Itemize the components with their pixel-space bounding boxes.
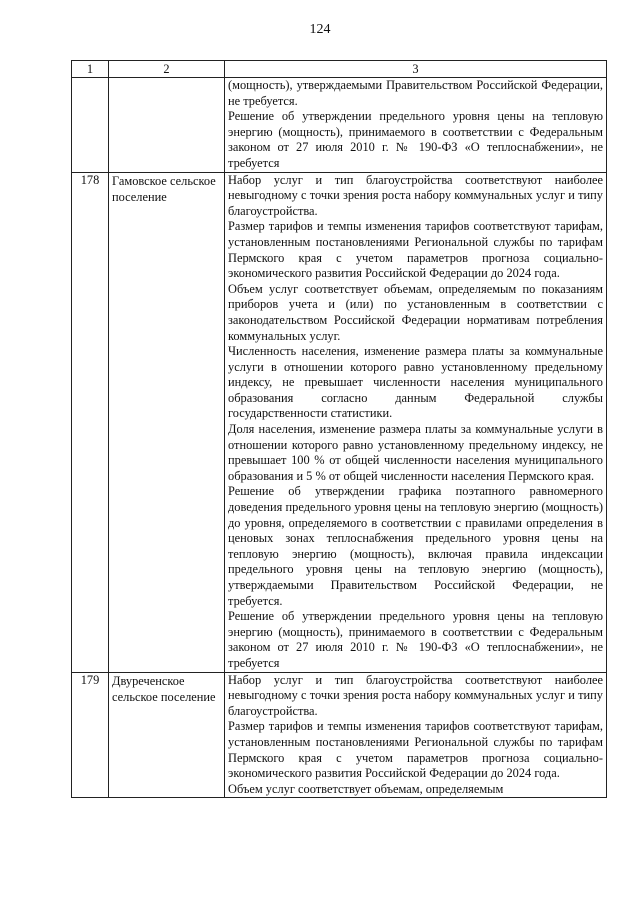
paragraph: Набор услуг и тип благоустройства соответствуют наиболее невыгодному с точки зрения роста набору коммунальных услуг и типу благоустройства. bbox=[228, 172, 603, 218]
paragraph: Решение об утверждении графика поэтапного равномерного доведения предельного уровня цены на тепловую энергию (мощность) до уровня, определяемого в соответствии с правилами определения в ценовых зонах теплоснабжения предельного уровня цены на тепловую энергию (мощность), включая правила индексации предельного уровня цены на тепловую энергию (мощность), утверждаемыми Правительством Российской Федерации, не требуется. bbox=[228, 484, 603, 608]
paragraph: Размер тарифов и темпы изменения тарифов соответствуют тарифам, установленным постановлениями Региональной службы по тарифам Пермского края с учетом параметров прогноза социально-экономического развития Российской Федерации до 2024 года. bbox=[228, 719, 603, 781]
paragraph: Решение об утверждении предельного уровня цены на тепловую энергию (мощность), принимаемого в соответствии с Федеральным законом от 27 июля 2010 г. № 190-ФЗ «О теплоснабжении», не требуется bbox=[228, 609, 603, 670]
table-row bbox=[72, 172, 607, 672]
paragraph: Решение об утверждении предельного уровня цены на тепловую энергию (мощность), принимаемого в соответствии с Федеральным законом от 27 июля 2010 г. № 190-ФЗ «О теплоснабжении», не требуется bbox=[228, 109, 603, 170]
settlement-name bbox=[109, 78, 225, 173]
column-header: 1 bbox=[72, 61, 109, 78]
row-number: 179 bbox=[72, 672, 109, 798]
paragraph: (мощность), утверждаемыми Правительством Российской Федерации, не требуется. bbox=[228, 78, 603, 108]
conditions-cell bbox=[225, 78, 607, 173]
paragraph: Объем услуг соответствует объемам, определяемым по показаниям приборов учета и (или) по установленным в соответствии с законодательством Российской Федерации нормативам потребления коммунальных услуг. bbox=[228, 281, 603, 343]
conditions-cell bbox=[225, 172, 607, 672]
paragraph: Численность населения, изменение размера платы за коммунальные услуги в отношении которого равно установленному предельному индексу, не превышает численности населения муниципального образования согласно данным Федеральной службы государственности статистики. bbox=[228, 344, 603, 421]
document-table bbox=[71, 60, 607, 798]
row-number: 178 bbox=[72, 172, 109, 672]
row-number bbox=[72, 78, 109, 173]
page-number: 124 bbox=[309, 22, 331, 37]
table-row bbox=[72, 672, 607, 798]
settlement-name: Двуреченское сельское поселение bbox=[109, 672, 225, 798]
paragraph: Размер тарифов и темпы изменения тарифов соответствуют тарифам, установленным постановлениями Региональной службы по тарифам Пермского края с учетом параметров прогноза социально-экономического развития Российской Федерации до 2024 года. bbox=[228, 219, 603, 281]
settlement-name: Гамовское сельское поселение bbox=[109, 172, 225, 672]
paragraph: Набор услуг и тип благоустройства соответствуют наиболее невыгодному с точки зрения роста набору коммунальных услуг и типу благоустройства. bbox=[228, 672, 603, 718]
column-header: 2 bbox=[109, 61, 225, 78]
paragraph: Объем услуг соответствует объемам, определяемым bbox=[228, 781, 504, 796]
conditions-cell bbox=[225, 672, 607, 798]
table-header-row bbox=[72, 61, 607, 78]
paragraph: Доля населения, изменение размера платы за коммунальные услуги в отношении которого равно установленному предельному индексу, не превышает 100 % от общей численности населения муниципального образования и 5 % от общей численности населения Пермского края. bbox=[228, 422, 603, 483]
column-header: 3 bbox=[225, 61, 607, 78]
table-row bbox=[72, 78, 607, 173]
